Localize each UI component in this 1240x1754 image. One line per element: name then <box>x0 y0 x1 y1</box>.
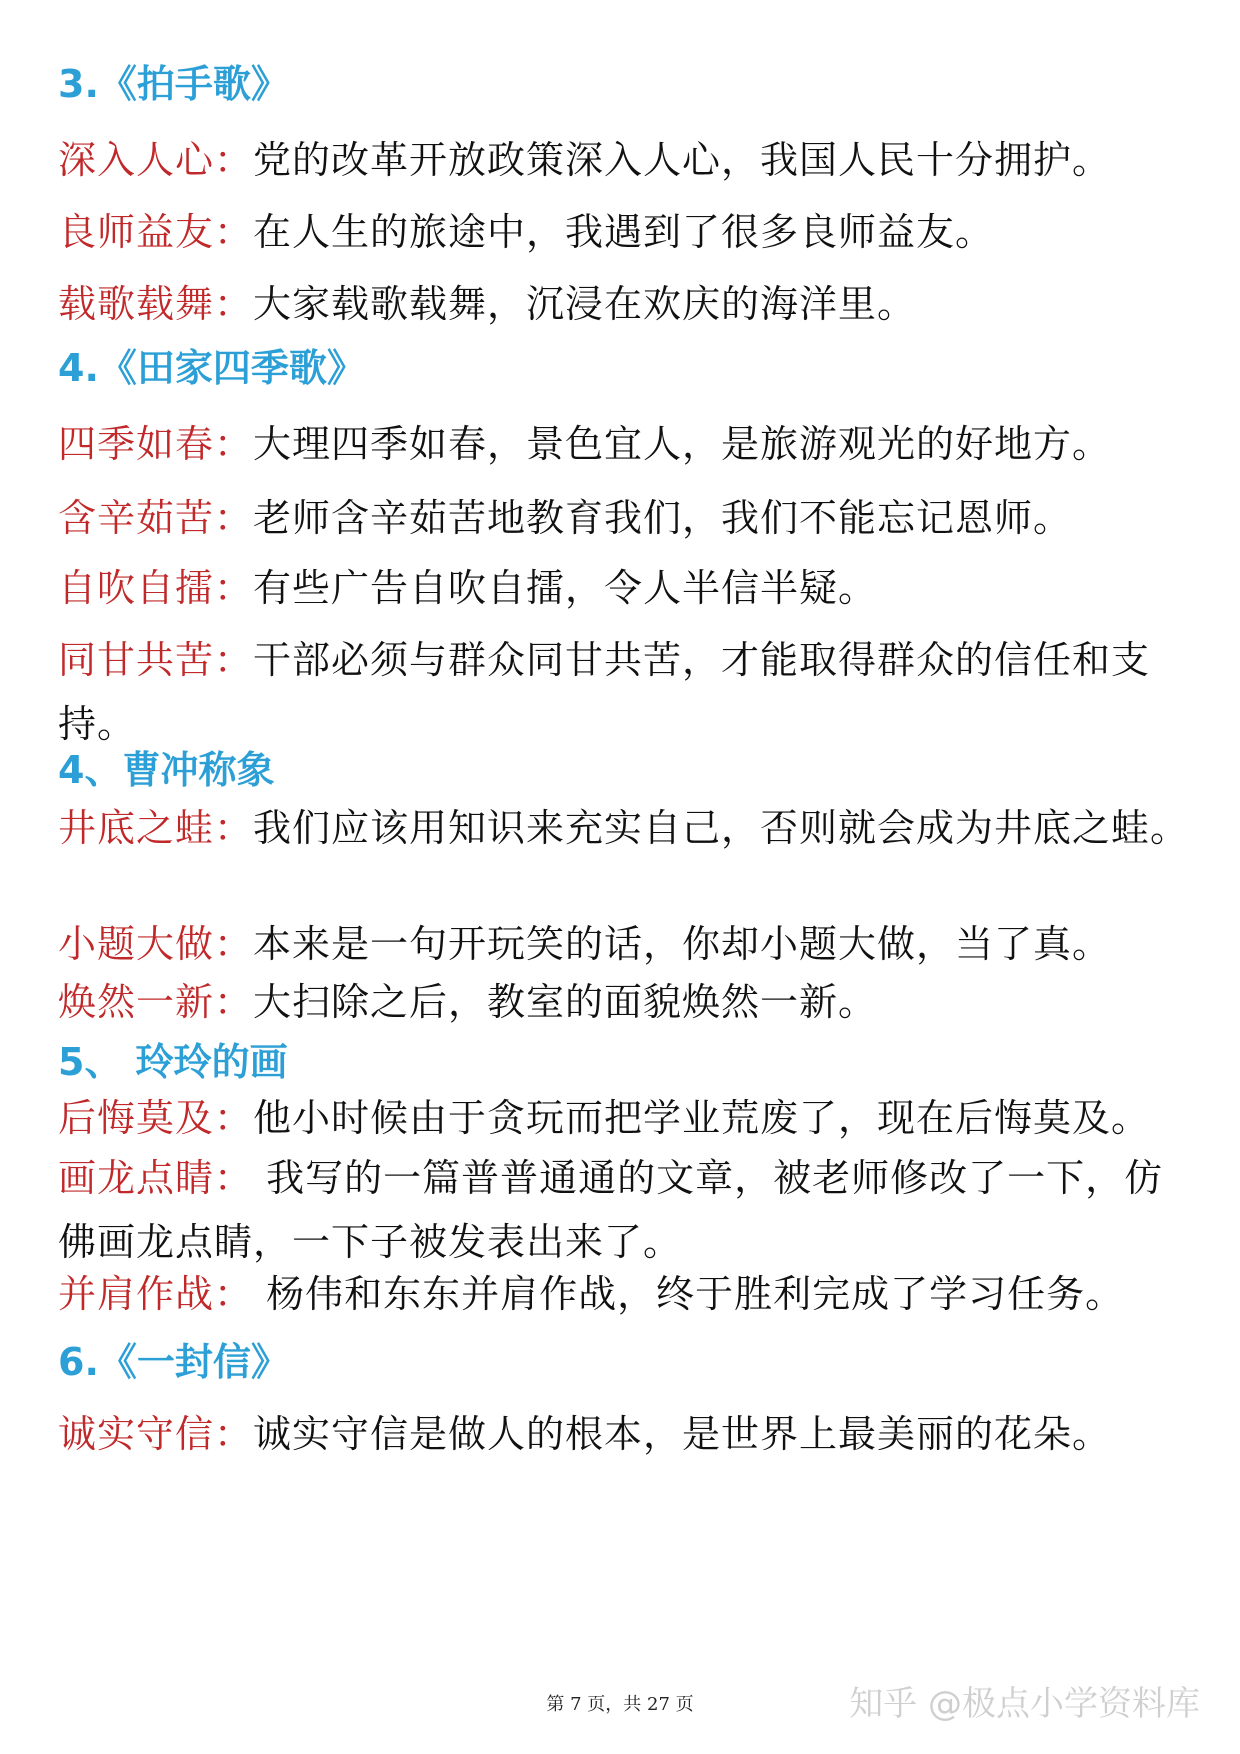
watermark: 知乎 @极点小学资料库 <box>849 1684 1200 1724</box>
idiom-term: 载歌载舞： <box>58 282 254 326</box>
idiom-example: 有些广告自吹自擂，令人半信半疑。 <box>253 566 878 610</box>
idiom-term: 自吹自擂： <box>58 566 254 610</box>
idiom-example: 在人生的旅途中，我遇到了很多良师益友。 <box>253 210 995 254</box>
idiom-entry <box>58 200 1198 264</box>
section-heading: 4.《田家四季歌》 <box>58 346 365 390</box>
section-heading: 6.《一封信》 <box>58 1340 289 1384</box>
idiom-term: 后悔莫及： <box>58 1096 254 1140</box>
idiom-example: 我写的一篇普普通通的文章，被老师修改了一下，仿佛画龙点睛，一下子被发表出来了。 <box>58 1156 1164 1264</box>
idiom-term: 四季如春： <box>58 422 254 466</box>
idiom-example: 大扫除之后，教室的面貌焕然一新。 <box>253 980 878 1024</box>
idiom-entry <box>58 1146 1198 1274</box>
section-heading: 5、 玲玲的画 <box>58 1040 288 1084</box>
idiom-term: 小题大做： <box>58 922 254 966</box>
idiom-entry <box>58 1086 1198 1150</box>
idiom-example: 诚实守信是做人的根本，是世界上最美丽的花朵。 <box>253 1412 1112 1456</box>
idiom-entry <box>58 912 1198 976</box>
idiom-example: 大理四季如春，景色宜人，是旅游观光的好地方。 <box>253 422 1112 466</box>
idiom-entry <box>58 556 1198 620</box>
idiom-entry <box>58 970 1198 1034</box>
page-number: 第 7 页，共 27 页 <box>546 1694 694 1715</box>
idiom-term: 画龙点睛： <box>58 1156 254 1200</box>
idiom-example: 我们应该用知识来充实自己，否则就会成为井底之蛙。 <box>253 806 1190 850</box>
idiom-term: 焕然一新： <box>58 980 254 1024</box>
idiom-entry <box>58 412 1198 476</box>
idiom-entry <box>58 628 1198 756</box>
section-heading: 3.《拍手歌》 <box>58 62 289 106</box>
idiom-example: 大家载歌载舞，沉浸在欢庆的海洋里。 <box>253 282 917 326</box>
idiom-term: 含辛茹苦： <box>58 496 254 540</box>
idiom-example: 本来是一句开玩笑的话，你却小题大做，当了真。 <box>253 922 1112 966</box>
idiom-term: 深入人心： <box>58 138 254 182</box>
idiom-term: 并肩作战： <box>58 1272 254 1316</box>
idiom-example: 干部必须与群众同甘共苦，才能取得群众的信任和支持。 <box>58 638 1151 746</box>
idiom-example: 党的改革开放政策深入人心，我国人民十分拥护。 <box>253 138 1112 182</box>
idiom-term: 良师益友： <box>58 210 254 254</box>
idiom-example: 老师含辛茹苦地教育我们，我们不能忘记恩师。 <box>253 496 1073 540</box>
idiom-example: 杨伟和东东并肩作战，终于胜利完成了学习任务。 <box>253 1272 1125 1316</box>
idiom-entry <box>58 1262 1198 1326</box>
idiom-entry <box>58 796 1198 860</box>
idiom-term: 诚实守信： <box>58 1412 254 1456</box>
section-heading: 4、曹冲称象 <box>58 748 275 792</box>
idiom-term: 井底之蛙： <box>58 806 254 850</box>
idiom-entry <box>58 272 1198 336</box>
idiom-example: 他小时候由于贪玩而把学业荒废了，现在后悔莫及。 <box>253 1096 1151 1140</box>
idiom-entry <box>58 1402 1198 1466</box>
idiom-entry <box>58 486 1198 550</box>
idiom-entry <box>58 128 1198 192</box>
idiom-term: 同甘共苦： <box>58 638 254 682</box>
